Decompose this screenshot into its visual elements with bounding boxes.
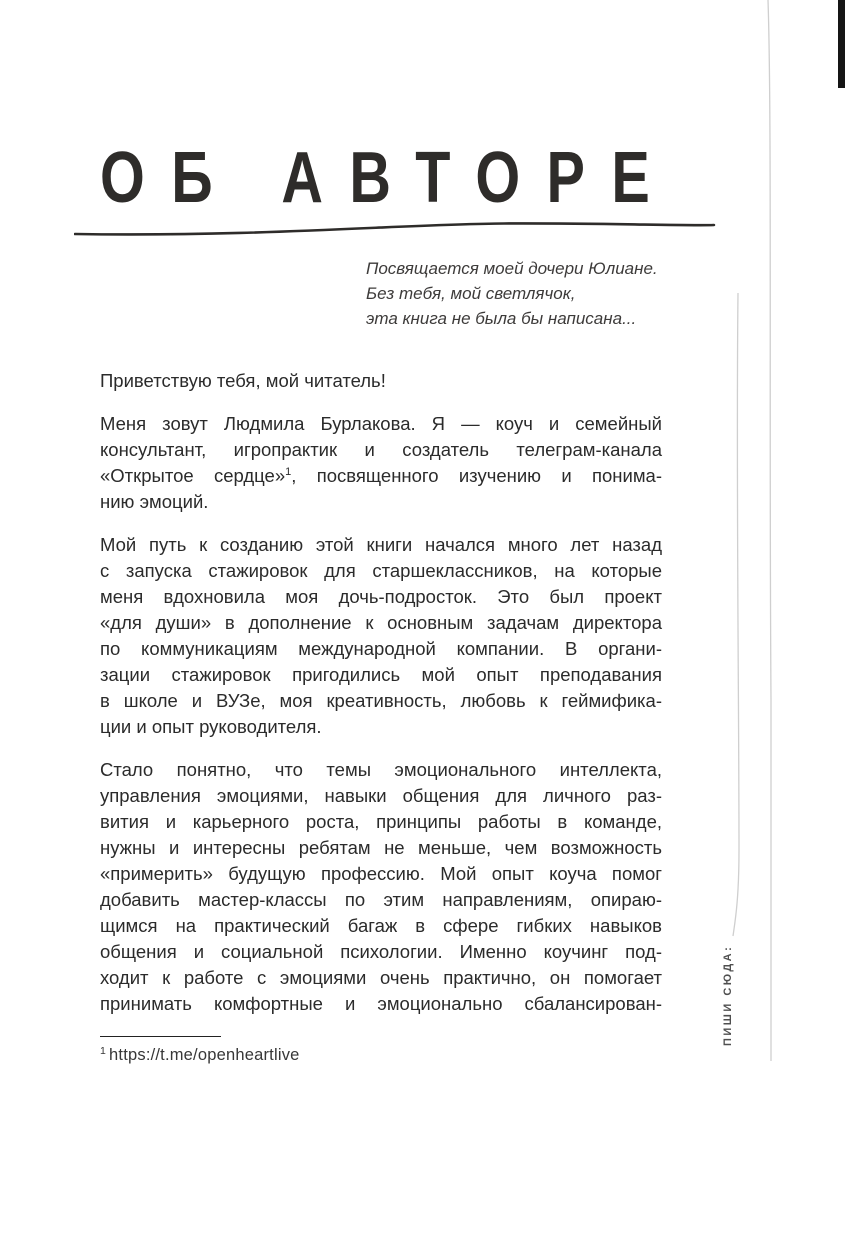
text-line: щимся на практический багаж в сфере гибких навыков — [100, 915, 662, 936]
margin-note-write-here: ПИШИ СЮДА: — [722, 944, 734, 1046]
text-line: «примерить» будущую профессию. Мой опыт коуча помог — [100, 863, 662, 884]
text-line: общения и социальной психологии. Именно коучинг под- — [100, 941, 662, 962]
text-line: ходит к работе с эмоциями очень практично, он помогает — [100, 967, 662, 988]
chapter-edge-tab — [838, 0, 845, 88]
dedication-line: эта книга не была бы написана... — [366, 309, 637, 328]
text-line: «для души» в дополнение к основным задачам директора — [100, 612, 662, 633]
text-line: консультант, игропрактик и создатель телеграм-канала — [100, 439, 662, 460]
text-line: Мой путь к созданию этой книги начался много лет назад — [100, 534, 662, 555]
footnote-reference: 1 — [285, 465, 292, 478]
text-line: Меня зовут Людмила Бурлакова. Я — коуч и семейный — [100, 413, 662, 434]
paragraph — [100, 532, 662, 740]
text-line: принимать комфортные и эмоционально сбалансирован- — [100, 993, 662, 1014]
text-line: Стало понятно, что темы эмоционального интеллекта, — [100, 759, 662, 780]
page-title: ОБ АВТОРЕ — [100, 138, 677, 218]
text-line: Приветствую тебя, мой читатель! — [100, 370, 386, 391]
text-line: ции и опыт руководителя. — [100, 716, 322, 737]
dedication-line: Посвящается моей дочери Юлиане. — [366, 259, 658, 278]
text-line: нию эмоций. — [100, 491, 209, 512]
text-line: по коммуникациям международной компании. В органи- — [100, 638, 662, 659]
paragraph — [100, 368, 662, 394]
text-line: нужны и интересны ребятам не меньше, чем возможность — [100, 837, 662, 858]
paragraph — [100, 757, 662, 1017]
text-line: управления эмоциями, навыки общения для личного раз- — [100, 785, 662, 806]
footnote-marker: 1 — [100, 1044, 107, 1057]
body-paragraphs — [100, 368, 662, 1017]
footnote-link-text: https://t.me/openheartlive — [109, 1046, 300, 1064]
footnote — [100, 1046, 300, 1065]
dedication — [366, 256, 658, 331]
footnote-divider — [100, 1036, 221, 1037]
title-underline-stroke — [74, 220, 716, 238]
margin-long-line — [768, 0, 772, 1061]
margin-short-line — [733, 293, 739, 936]
text-line: с запуска стажировок для старшеклассников, на которые — [100, 560, 662, 581]
paragraph — [100, 411, 662, 515]
text-line: добавить мастер-классы по этим направлениям, опираю- — [100, 889, 662, 910]
text-line: «Открытое сердце»$^1$, посвященного изучению и понима- — [100, 465, 662, 486]
text-line: вития и карьерного роста, принципы работы в команде, — [100, 811, 662, 832]
text-line: в школе и ВУЗе, моя креативность, любовь к геймифика- — [100, 690, 662, 711]
dedication-line: Без тебя, мой светлячок, — [366, 284, 576, 303]
text-line: зации стажировок пригодились мой опыт преподавания — [100, 664, 662, 685]
text-line: меня вдохновила моя дочь-подросток. Это был проект — [100, 586, 662, 607]
